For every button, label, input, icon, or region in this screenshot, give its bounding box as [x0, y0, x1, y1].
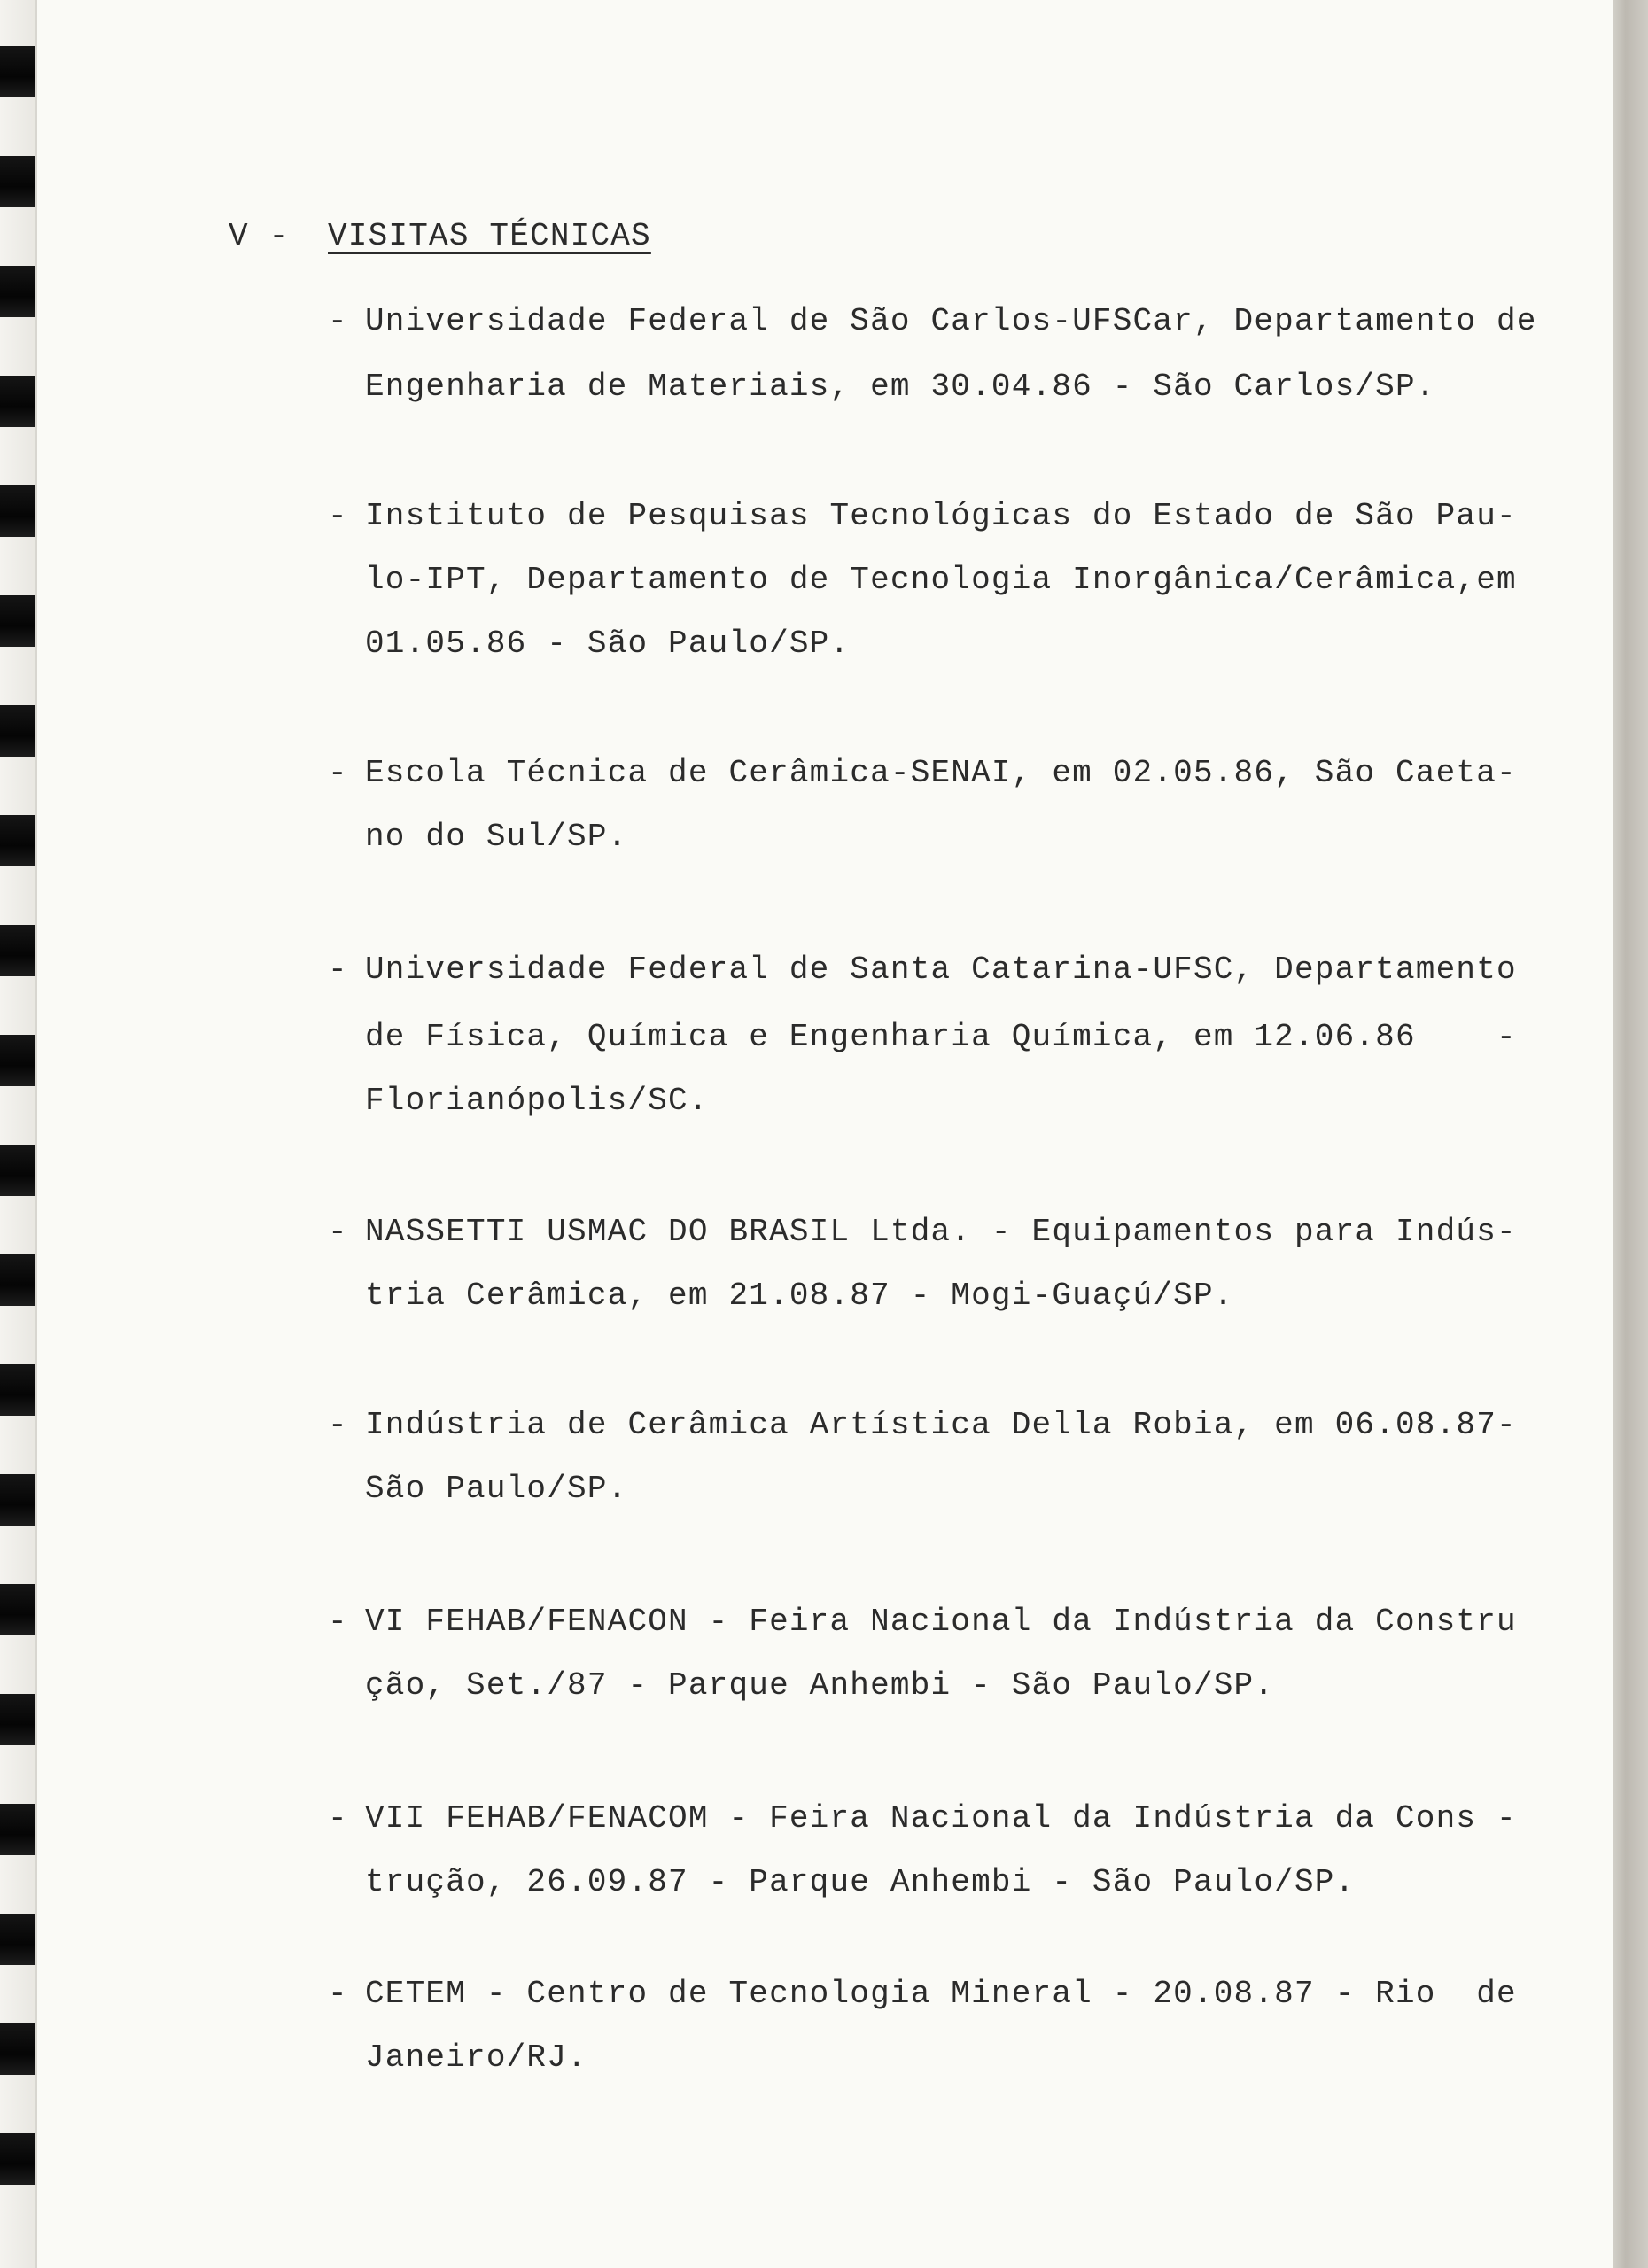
list-item-line: Instituto de Pesquisas Tecnológicas do Estado de São Pau- [365, 498, 1517, 534]
list-item-line: NASSETTI USMAC DO BRASIL Ltda. - Equipamentos para Indús- [365, 1214, 1517, 1250]
list-item-line: de Física, Química e Engenharia Química, em 12.06.86 - [365, 1019, 1517, 1055]
page-stack-edge [1611, 0, 1648, 2268]
list-item-line: lo-IPT, Departamento de Tecnologia Inorgânica/Cerâmica,em [365, 562, 1517, 598]
list-item-dash: - [328, 1976, 348, 2012]
list-item-line: no do Sul/SP. [365, 819, 628, 855]
list-item-line: Indústria de Cerâmica Artística Della Robia, em 06.08.87- [365, 1407, 1517, 1443]
list-item-line: CETEM - Centro de Tecnologia Mineral - 20.08.87 - Rio de [365, 1976, 1517, 2012]
section-title: VISITAS TÉCNICAS [328, 218, 651, 254]
list-item-line: 01.05.86 - São Paulo/SP. [365, 625, 851, 662]
list-item-line: tria Cerâmica, em 21.08.87 - Mogi-Guaçú/SP. [365, 1278, 1234, 1314]
list-item-dash: - [328, 498, 348, 534]
list-item-line: VI FEHAB/FENACON - Feira Nacional da Indústria da Constru [365, 1604, 1517, 1640]
list-item-dash: - [328, 1800, 348, 1837]
list-item-line: Engenharia de Materiais, em 30.04.86 - São Carlos/SP. [365, 369, 1436, 405]
list-item-line: Florianópolis/SC. [365, 1083, 709, 1119]
list-item-dash: - [328, 755, 348, 791]
list-item-line: ção, Set./87 - Parque Anhembi - São Paulo/SP. [365, 1667, 1275, 1704]
list-item-dash: - [328, 1407, 348, 1443]
section-number: V - [229, 218, 290, 254]
list-item-dash: - [328, 1604, 348, 1640]
list-item-line: Janeiro/RJ. [365, 2039, 587, 2076]
document-page [35, 0, 1613, 2268]
list-item-line: Escola Técnica de Cerâmica-SENAI, em 02.05.86, São Caeta- [365, 755, 1517, 791]
list-item-line: VII FEHAB/FENACOM - Feira Nacional da Indústria da Cons - [365, 1800, 1517, 1837]
list-item-dash: - [328, 1214, 348, 1250]
list-item-dash: - [328, 303, 348, 339]
list-item-line: Universidade Federal de Santa Catarina-UFSC, Departamento [365, 951, 1517, 988]
list-item-dash: - [328, 951, 348, 988]
list-item-line: São Paulo/SP. [365, 1471, 628, 1507]
list-item-line: Universidade Federal de São Carlos-UFSCar, Departamento de [365, 303, 1537, 339]
list-item-line: trução, 26.09.87 - Parque Anhembi - São Paulo/SP. [365, 1864, 1356, 1900]
